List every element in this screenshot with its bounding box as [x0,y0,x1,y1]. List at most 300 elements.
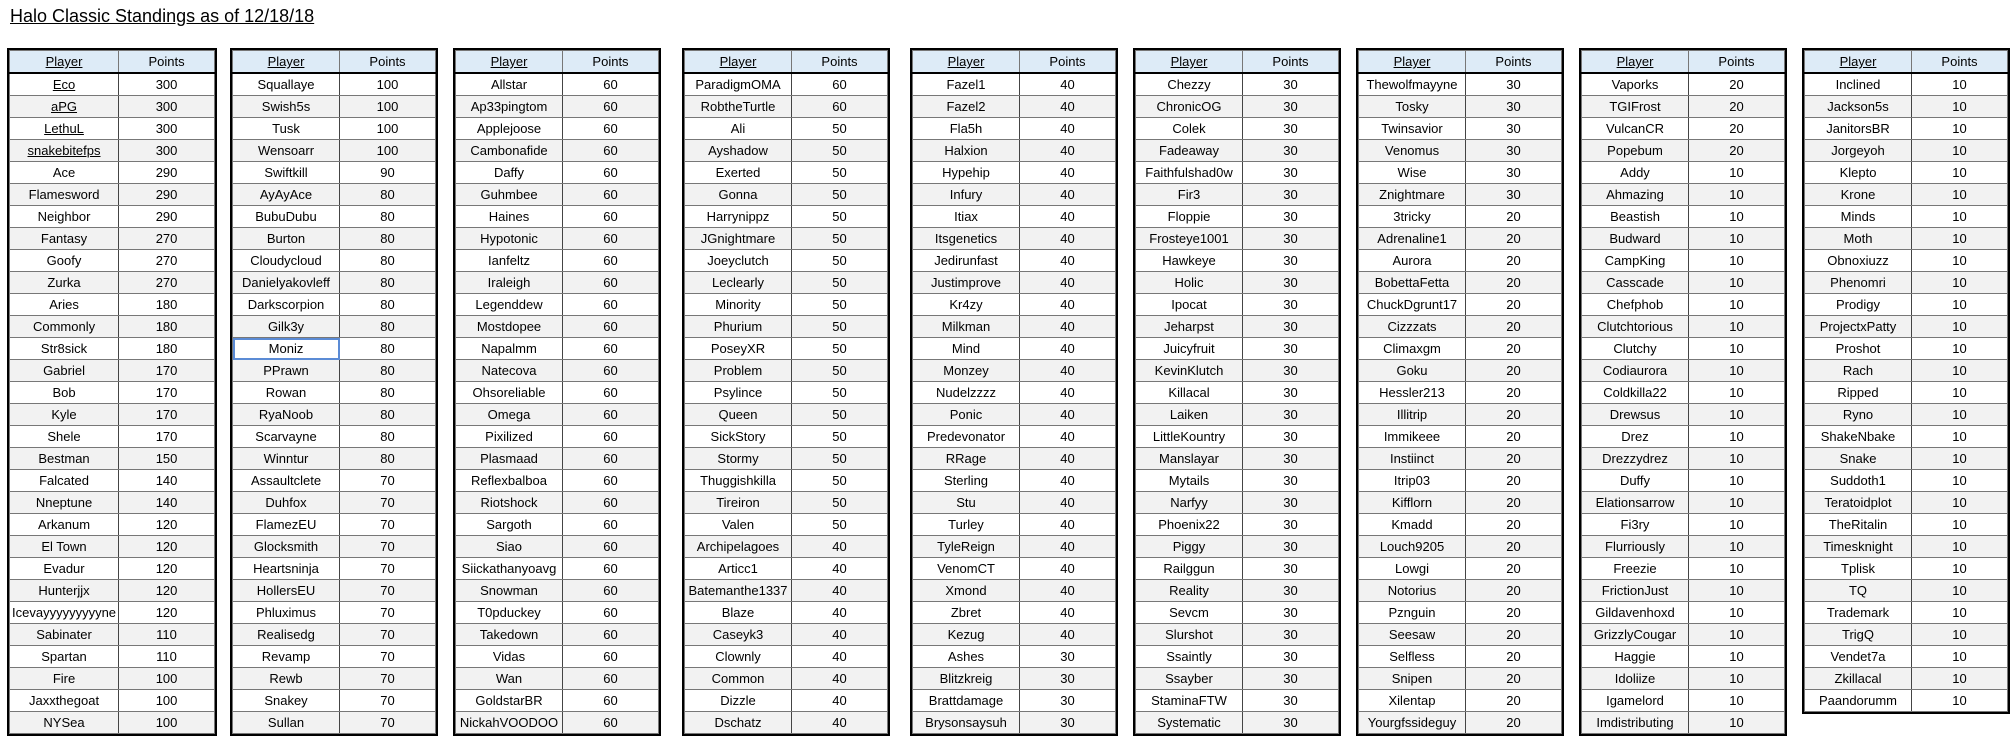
points-cell[interactable]: 60 [563,118,659,140]
points-cell[interactable]: 80 [340,382,436,404]
points-cell[interactable]: 30 [1466,140,1562,162]
points-cell[interactable]: 290 [119,162,215,184]
player-cell[interactable]: Chefphob [1582,294,1689,316]
points-cell[interactable]: 30 [1020,646,1116,668]
player-cell[interactable]: Selfless [1359,646,1466,668]
points-cell[interactable]: 80 [340,316,436,338]
points-cell[interactable]: 70 [340,712,436,734]
points-cell[interactable]: 60 [563,470,659,492]
points-cell[interactable]: 10 [1689,470,1785,492]
player-cell[interactable]: Cloudycloud [233,250,340,272]
points-cell[interactable]: 20 [1466,514,1562,536]
points-cell[interactable]: 20 [1466,448,1562,470]
points-cell[interactable]: 10 [1689,184,1785,206]
points-cell[interactable]: 40 [1020,360,1116,382]
player-cell[interactable]: Fir3 [1136,184,1243,206]
points-cell[interactable]: 40 [1020,316,1116,338]
points-cell[interactable]: 10 [1912,558,2008,580]
points-cell[interactable]: 60 [563,206,659,228]
player-cell[interactable]: RyaNoob [233,404,340,426]
points-cell[interactable]: 40 [1020,118,1116,140]
player-column-header[interactable]: Player [233,51,340,74]
points-cell[interactable]: 60 [563,712,659,734]
points-cell[interactable]: 10 [1912,228,2008,250]
points-cell[interactable]: 10 [1912,514,2008,536]
player-cell[interactable]: FlamezEU [233,514,340,536]
player-cell[interactable]: Monzey [913,360,1020,382]
player-cell[interactable]: Clutchy [1582,338,1689,360]
points-cell[interactable]: 30 [1243,404,1339,426]
points-cell[interactable]: 70 [340,514,436,536]
player-cell[interactable]: Fazel1 [913,73,1020,96]
points-cell[interactable]: 40 [1020,492,1116,514]
player-column-header[interactable]: Player [913,51,1020,74]
player-cell[interactable]: Drewsus [1582,404,1689,426]
points-cell[interactable]: 10 [1912,602,2008,624]
player-cell[interactable]: Exerted [685,162,792,184]
points-cell[interactable]: 30 [1243,624,1339,646]
points-column-header[interactable]: Points [792,51,888,74]
player-cell[interactable]: Scarvayne [233,426,340,448]
player-cell[interactable]: Common [685,668,792,690]
player-cell[interactable]: Allstar [456,73,563,96]
points-cell[interactable]: 60 [563,250,659,272]
points-cell[interactable]: 10 [1689,448,1785,470]
points-cell[interactable]: 10 [1912,690,2008,712]
points-cell[interactable]: 10 [1689,316,1785,338]
player-cell[interactable]: Jackson5s [1805,96,1912,118]
points-cell[interactable]: 80 [340,404,436,426]
player-cell[interactable]: Bob [10,382,119,404]
points-cell[interactable]: 60 [792,96,888,118]
player-cell[interactable]: Itrip03 [1359,470,1466,492]
points-cell[interactable]: 290 [119,184,215,206]
points-cell[interactable]: 20 [1689,140,1785,162]
player-cell[interactable]: Swiftkill [233,162,340,184]
player-cell[interactable]: VulcanCR [1582,118,1689,140]
points-cell[interactable]: 40 [792,602,888,624]
points-cell[interactable]: 30 [1243,426,1339,448]
points-cell[interactable]: 40 [792,536,888,558]
points-cell[interactable]: 40 [1020,96,1116,118]
points-cell[interactable]: 80 [340,426,436,448]
player-cell[interactable]: ProjectxPatty [1805,316,1912,338]
points-cell[interactable]: 100 [119,690,215,712]
player-cell[interactable]: Minority [685,294,792,316]
player-cell[interactable]: Predevonator [913,426,1020,448]
player-cell[interactable]: Kyle [10,404,119,426]
points-cell[interactable]: 40 [792,624,888,646]
points-cell[interactable]: 10 [1689,382,1785,404]
player-cell[interactable]: Coldkilla22 [1582,382,1689,404]
points-cell[interactable]: 10 [1912,294,2008,316]
player-cell[interactable]: Assaultclete [233,470,340,492]
points-cell[interactable]: 60 [563,492,659,514]
points-cell[interactable]: 120 [119,558,215,580]
player-column-header[interactable]: Player [685,51,792,74]
points-cell[interactable]: 10 [1912,73,2008,96]
points-cell[interactable]: 60 [563,294,659,316]
points-cell[interactable]: 30 [1243,382,1339,404]
player-cell[interactable]: Instiinct [1359,448,1466,470]
player-cell[interactable]: Wise [1359,162,1466,184]
points-cell[interactable]: 40 [792,668,888,690]
player-cell[interactable]: Fantasy [10,228,119,250]
player-cell[interactable]: Ponic [913,404,1020,426]
points-column-header[interactable]: Points [119,51,215,74]
player-cell[interactable]: Lowgi [1359,558,1466,580]
player-cell[interactable]: Danielyakovleff [233,272,340,294]
player-cell[interactable]: Idoliize [1582,668,1689,690]
player-cell[interactable]: Frosteye1001 [1136,228,1243,250]
points-cell[interactable]: 270 [119,272,215,294]
points-cell[interactable]: 50 [792,338,888,360]
player-cell[interactable]: BobettaFetta [1359,272,1466,294]
points-cell[interactable]: 20 [1466,206,1562,228]
player-cell[interactable]: Prodigy [1805,294,1912,316]
player-cell[interactable]: Colek [1136,118,1243,140]
player-cell[interactable]: Phenomri [1805,272,1912,294]
points-cell[interactable]: 60 [563,382,659,404]
player-cell[interactable]: KevinKlutch [1136,360,1243,382]
points-cell[interactable]: 70 [340,580,436,602]
player-cell[interactable]: Ssaintly [1136,646,1243,668]
points-cell[interactable]: 170 [119,404,215,426]
player-cell[interactable]: Commonly [10,316,119,338]
points-cell[interactable]: 10 [1689,404,1785,426]
player-cell[interactable]: StaminaFTW [1136,690,1243,712]
points-cell[interactable]: 40 [792,712,888,734]
points-cell[interactable]: 40 [1020,558,1116,580]
player-cell[interactable]: Kr4zy [913,294,1020,316]
points-cell[interactable]: 30 [1243,184,1339,206]
points-cell[interactable]: 10 [1689,162,1785,184]
player-cell[interactable]: ChronicOG [1136,96,1243,118]
player-cell[interactable]: Suddoth1 [1805,470,1912,492]
points-cell[interactable]: 60 [563,162,659,184]
player-cell[interactable]: Realisedg [233,624,340,646]
points-cell[interactable]: 60 [563,646,659,668]
player-cell[interactable]: Swish5s [233,96,340,118]
points-cell[interactable]: 60 [563,558,659,580]
player-cell[interactable]: RRage [913,448,1020,470]
player-cell[interactable]: Laiken [1136,404,1243,426]
player-cell[interactable]: Sevcm [1136,602,1243,624]
points-cell[interactable]: 70 [340,624,436,646]
player-cell[interactable]: Paandorumm [1805,690,1912,712]
player-cell[interactable]: Clownly [685,646,792,668]
points-cell[interactable]: 60 [563,96,659,118]
points-cell[interactable]: 40 [1020,184,1116,206]
player-cell[interactable]: TQ [1805,580,1912,602]
points-cell[interactable]: 40 [1020,294,1116,316]
player-cell[interactable]: TGIFrost [1582,96,1689,118]
player-cell[interactable]: Venomus [1359,140,1466,162]
player-cell[interactable]: HollersEU [233,580,340,602]
points-cell[interactable]: 50 [792,118,888,140]
points-cell[interactable]: 20 [1466,360,1562,382]
points-cell[interactable]: 30 [1020,690,1116,712]
player-cell[interactable]: Trademark [1805,602,1912,624]
player-cell[interactable]: Dizzle [685,690,792,712]
points-cell[interactable]: 10 [1689,272,1785,294]
points-cell[interactable]: 30 [1243,250,1339,272]
player-cell[interactable]: Stu [913,492,1020,514]
player-cell[interactable]: NYSea [10,712,119,734]
player-cell[interactable]: Gildavenhoxd [1582,602,1689,624]
points-cell[interactable]: 70 [340,558,436,580]
points-cell[interactable]: 50 [792,404,888,426]
player-cell[interactable]: Winntur [233,448,340,470]
points-cell[interactable]: 50 [792,184,888,206]
player-cell[interactable]: Napalmm [456,338,563,360]
player-cell[interactable]: ChuckDgrunt17 [1359,294,1466,316]
points-cell[interactable]: 10 [1912,470,2008,492]
player-cell[interactable]: Duffy [1582,470,1689,492]
points-cell[interactable]: 80 [340,294,436,316]
points-cell[interactable]: 20 [1466,382,1562,404]
player-cell[interactable]: Eco [10,73,119,96]
points-cell[interactable]: 100 [340,140,436,162]
points-cell[interactable]: 10 [1912,536,2008,558]
player-cell[interactable]: Siickathanyoavg [456,558,563,580]
points-cell[interactable]: 30 [1243,470,1339,492]
player-cell[interactable]: Fi3ry [1582,514,1689,536]
points-cell[interactable]: 40 [1020,73,1116,96]
points-cell[interactable]: 30 [1243,668,1339,690]
points-cell[interactable]: 270 [119,228,215,250]
points-cell[interactable]: 60 [563,228,659,250]
points-cell[interactable]: 10 [1689,250,1785,272]
player-cell[interactable]: Batemanthe1337 [685,580,792,602]
player-cell[interactable]: Adrenaline1 [1359,228,1466,250]
player-cell[interactable]: Hawkeye [1136,250,1243,272]
player-cell[interactable]: Fla5h [913,118,1020,140]
points-cell[interactable]: 60 [563,448,659,470]
points-cell[interactable]: 80 [340,338,436,360]
points-column-header[interactable]: Points [1912,51,2008,74]
player-cell[interactable]: Faithfulshad0w [1136,162,1243,184]
points-cell[interactable]: 70 [340,602,436,624]
points-cell[interactable]: 10 [1912,184,2008,206]
points-cell[interactable]: 60 [563,140,659,162]
player-cell[interactable]: Narfyy [1136,492,1243,514]
points-cell[interactable]: 10 [1689,206,1785,228]
player-cell[interactable]: Leclearly [685,272,792,294]
player-cell[interactable]: Goku [1359,360,1466,382]
player-cell[interactable]: Rach [1805,360,1912,382]
player-cell[interactable]: Ryno [1805,404,1912,426]
player-cell[interactable]: Riotshock [456,492,563,514]
points-cell[interactable]: 20 [1466,712,1562,734]
player-cell[interactable]: Guhmbee [456,184,563,206]
player-cell[interactable]: Mind [913,338,1020,360]
player-cell[interactable]: Neighbor [10,206,119,228]
points-cell[interactable]: 80 [340,206,436,228]
player-cell[interactable]: Gonna [685,184,792,206]
player-cell[interactable]: Falcated [10,470,119,492]
player-cell[interactable]: Floppie [1136,206,1243,228]
points-cell[interactable]: 10 [1689,294,1785,316]
points-cell[interactable]: 10 [1912,140,2008,162]
player-cell[interactable]: Ssayber [1136,668,1243,690]
player-cell[interactable]: Jaxxthegoat [10,690,119,712]
points-cell[interactable]: 10 [1912,338,2008,360]
player-cell[interactable]: Illitrip [1359,404,1466,426]
player-cell[interactable]: Wan [456,668,563,690]
points-cell[interactable]: 300 [119,118,215,140]
points-cell[interactable]: 30 [1243,646,1339,668]
player-cell[interactable]: Icevayyyyyyyyyne [10,602,119,624]
points-cell[interactable]: 20 [1466,338,1562,360]
player-cell[interactable]: Popebum [1582,140,1689,162]
points-cell[interactable]: 30 [1243,140,1339,162]
points-cell[interactable]: 10 [1912,382,2008,404]
player-cell[interactable]: Tosky [1359,96,1466,118]
points-cell[interactable]: 40 [1020,162,1116,184]
points-cell[interactable]: 20 [1466,536,1562,558]
points-cell[interactable]: 70 [340,668,436,690]
points-cell[interactable]: 10 [1689,624,1785,646]
player-cell[interactable]: Rewb [233,668,340,690]
points-cell[interactable]: 30 [1466,118,1562,140]
points-cell[interactable]: 10 [1912,250,2008,272]
player-cell[interactable]: Sabinater [10,624,119,646]
points-cell[interactable]: 10 [1912,272,2008,294]
points-cell[interactable]: 70 [340,536,436,558]
player-cell[interactable]: Budward [1582,228,1689,250]
player-cell[interactable]: Valen [685,514,792,536]
player-cell[interactable]: ParadigmOMA [685,73,792,96]
points-cell[interactable]: 40 [792,690,888,712]
player-cell[interactable]: Kmadd [1359,514,1466,536]
points-cell[interactable]: 60 [563,580,659,602]
player-column-header[interactable]: Player [1359,51,1466,74]
player-cell[interactable]: Beastish [1582,206,1689,228]
points-cell[interactable]: 50 [792,250,888,272]
player-cell[interactable]: Phoenix22 [1136,514,1243,536]
points-cell[interactable]: 80 [340,360,436,382]
points-cell[interactable]: 60 [792,73,888,96]
player-cell[interactable]: Haines [456,206,563,228]
points-cell[interactable]: 110 [119,624,215,646]
player-cell[interactable]: aPG [10,96,119,118]
points-cell[interactable]: 40 [1020,470,1116,492]
player-cell[interactable]: Ali [685,118,792,140]
player-cell[interactable]: JGnightmare [685,228,792,250]
points-cell[interactable]: 30 [1243,360,1339,382]
player-cell[interactable]: Moth [1805,228,1912,250]
points-cell[interactable]: 100 [119,668,215,690]
player-cell[interactable]: Thewolfmayyne [1359,73,1466,96]
player-cell[interactable]: TyleReign [913,536,1020,558]
points-cell[interactable]: 180 [119,316,215,338]
player-cell[interactable]: Joeyclutch [685,250,792,272]
player-cell[interactable]: Glocksmith [233,536,340,558]
points-cell[interactable]: 10 [1689,228,1785,250]
points-cell[interactable]: 50 [792,382,888,404]
player-cell[interactable]: Manslayar [1136,448,1243,470]
points-cell[interactable]: 10 [1689,580,1785,602]
points-cell[interactable]: 60 [563,338,659,360]
player-cell[interactable]: Flamesword [10,184,119,206]
points-cell[interactable]: 20 [1466,404,1562,426]
player-cell[interactable]: PPrawn [233,360,340,382]
points-cell[interactable]: 10 [1689,712,1785,734]
points-cell[interactable]: 20 [1466,580,1562,602]
points-cell[interactable]: 30 [1020,712,1116,734]
player-cell[interactable]: Fazel2 [913,96,1020,118]
player-column-header[interactable]: Player [1582,51,1689,74]
points-column-header[interactable]: Points [1466,51,1562,74]
points-cell[interactable]: 40 [1020,272,1116,294]
points-cell[interactable]: 40 [792,580,888,602]
points-cell[interactable]: 10 [1689,338,1785,360]
player-cell[interactable]: Sargoth [456,514,563,536]
player-cell[interactable]: snakebitefps [10,140,119,162]
player-cell[interactable]: El Town [10,536,119,558]
player-cell[interactable]: Nudelzzzz [913,382,1020,404]
points-cell[interactable]: 20 [1689,118,1785,140]
player-cell[interactable]: Hypehip [913,162,1020,184]
points-cell[interactable]: 30 [1466,184,1562,206]
points-cell[interactable]: 50 [792,206,888,228]
points-cell[interactable]: 100 [119,712,215,734]
player-cell[interactable]: Jedirunfast [913,250,1020,272]
player-cell[interactable]: Thuggishkilla [685,470,792,492]
points-cell[interactable]: 60 [563,624,659,646]
points-cell[interactable]: 150 [119,448,215,470]
player-cell[interactable]: Clutchtorious [1582,316,1689,338]
points-cell[interactable]: 30 [1243,448,1339,470]
points-cell[interactable]: 60 [563,360,659,382]
points-cell[interactable]: 20 [1466,690,1562,712]
player-cell[interactable]: Heartsninja [233,558,340,580]
player-cell[interactable]: Moniz [233,338,340,360]
player-cell[interactable]: Inclined [1805,73,1912,96]
points-cell[interactable]: 30 [1243,338,1339,360]
player-cell[interactable]: Spartan [10,646,119,668]
points-cell[interactable]: 290 [119,206,215,228]
points-cell[interactable]: 10 [1912,404,2008,426]
player-cell[interactable]: LethuL [10,118,119,140]
player-cell[interactable]: Ace [10,162,119,184]
points-cell[interactable]: 30 [1243,492,1339,514]
points-cell[interactable]: 10 [1689,558,1785,580]
player-cell[interactable]: Zbret [913,602,1020,624]
points-cell[interactable]: 60 [563,426,659,448]
player-cell[interactable]: Pixilized [456,426,563,448]
player-cell[interactable]: AyAyAce [233,184,340,206]
points-cell[interactable]: 60 [563,690,659,712]
player-cell[interactable]: Drez [1582,426,1689,448]
points-cell[interactable]: 300 [119,96,215,118]
player-cell[interactable]: Gabriel [10,360,119,382]
player-cell[interactable]: Aries [10,294,119,316]
player-cell[interactable]: Ahmazing [1582,184,1689,206]
points-cell[interactable]: 20 [1466,228,1562,250]
player-cell[interactable]: Tplisk [1805,558,1912,580]
player-cell[interactable]: Aurora [1359,250,1466,272]
player-cell[interactable]: Arkanum [10,514,119,536]
player-cell[interactable]: Ashes [913,646,1020,668]
points-cell[interactable]: 10 [1912,426,2008,448]
player-cell[interactable]: Reality [1136,580,1243,602]
points-cell[interactable]: 60 [563,316,659,338]
player-cell[interactable]: Nneptune [10,492,119,514]
player-cell[interactable]: Snake [1805,448,1912,470]
points-cell[interactable]: 10 [1689,492,1785,514]
